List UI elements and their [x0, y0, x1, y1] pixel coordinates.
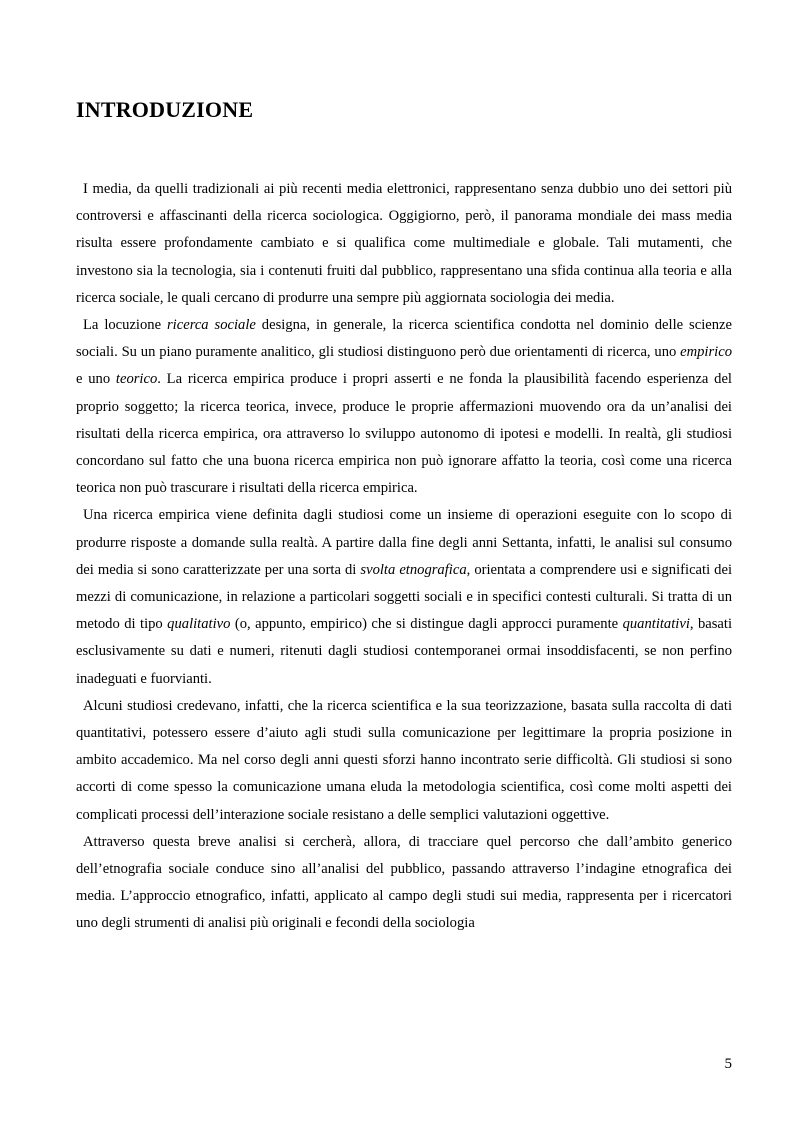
italic-text-run: teorico	[115, 371, 158, 388]
page-title: INTRODUZIONE	[76, 97, 254, 122]
text-run: La locuzione	[83, 317, 167, 334]
text-run: Una ricerca empirica viene definita dagli studiosi come un insieme di operazioni eseguite con lo scopo di produrre risposte a domande sulla realtà. A partire dalla fine degli anni Settanta, infatti, le analisi sul consumo dei media si sono caratterizzate per una sorta di	[76, 507, 732, 578]
text-run: , basati esclusivamente su dati e numeri, ritenuti dagli studiosi contemporanei ormai insoddisfacenti, se non perfino inadeguati e fuorvianti.	[76, 616, 733, 687]
text-run: (o, appunto, empirico) che si distingue dagli approcci puramente	[230, 616, 623, 633]
body-paragraph	[76, 693, 732, 829]
text-run: designa, in generale, la ricerca scientifica condotta nel dominio delle scienze sociali. Su un piano puramente analitico, gli studiosi distinguono però due orientamenti di ricerca, uno	[76, 317, 732, 361]
page-number: 5	[724, 1056, 732, 1072]
text-run: , orientata a comprendere usi e significati dei mezzi di comunicazione, in relazione a particolari soggetti sociali e in specifici contesti culturali. Si tratta di un metodo di tipo	[76, 561, 733, 633]
italic-text-run: empirico	[680, 344, 732, 361]
text-run: e uno	[76, 371, 116, 388]
text-run: Alcuni studiosi credevano, infatti, che la ricerca scientifica e la sua teorizzazione, basata sulla raccolta di dati quantitativi, potessero essere d’aiuto agli studi sulla comunicazione per legittimare la propria posizione in ambito accademico. Ma nel corso degli anni questi sforzi hanno incontrato serie difficoltà. Gli studiosi si sono accorti di come spesso la comunicazione umana eluda la metodologia scientifica, così come molti aspetti dei complicati processi dell’interazione sociale resistano a delle semplici valutazioni oggettive.	[76, 697, 732, 823]
italic-text-run: qualitativo	[167, 616, 231, 633]
italic-text-run: quantitativi	[622, 616, 690, 633]
text-run: . La ricerca empirica produce i propri asserti e ne fonda la plausibilità facendo esperienza del proprio soggetto; la ricerca teorica, invece, produce le proprie affermazioni muovendo ora da un’analisi dei risultati della ricerca empirica, ora attraverso lo sviluppo autonomo di ipotesi e modelli. In realtà, gli studiosi concordano sul fatto che una buona ricerca empirica non può ignorare affatto la teoria, così come una ricerca teorica non può trascurare i risultati della ricerca empirica.	[76, 371, 732, 497]
body-paragraph	[76, 176, 732, 312]
text-run: I media, da quelli tradizionali ai più recenti media elettronici, rappresentano senza dubbio uno dei settori più controversi e affascinanti della ricerca sociologica. Oggigiorno, però, il panorama mondiale dei mass media risulta essere profondamente cambiato e si qualifica come multimediale e globale. Tali mutamenti, che investono sia la tecnologia, sia i contenuti fruiti dal pubblico, rappresentano una sfida continua alla teoria e alla ricerca sociale, le quali cercano di produrre una sempre più aggiornata sociologia dei media.	[76, 181, 732, 306]
body-paragraph	[76, 502, 732, 692]
body-paragraph	[76, 312, 732, 502]
italic-text-run: ricerca sociale	[167, 317, 256, 334]
italic-text-run: svolta etnografica	[360, 561, 467, 578]
document-body	[76, 176, 732, 938]
text-run: Attraverso questa breve analisi si cercherà, allora, di tracciare quel percorso che dall’ambito generico dell’etnografia sociale conduce sino all’analisi del pubblico, passando attraverso l’indagine etnografica dei media. L’approccio etnografico, infatti, applicato al campo degli studi sui media, rappresenta per i ricercatori uno degli strumenti di analisi più originali e fecondi della sociologia	[76, 833, 732, 932]
body-paragraph	[76, 829, 732, 938]
